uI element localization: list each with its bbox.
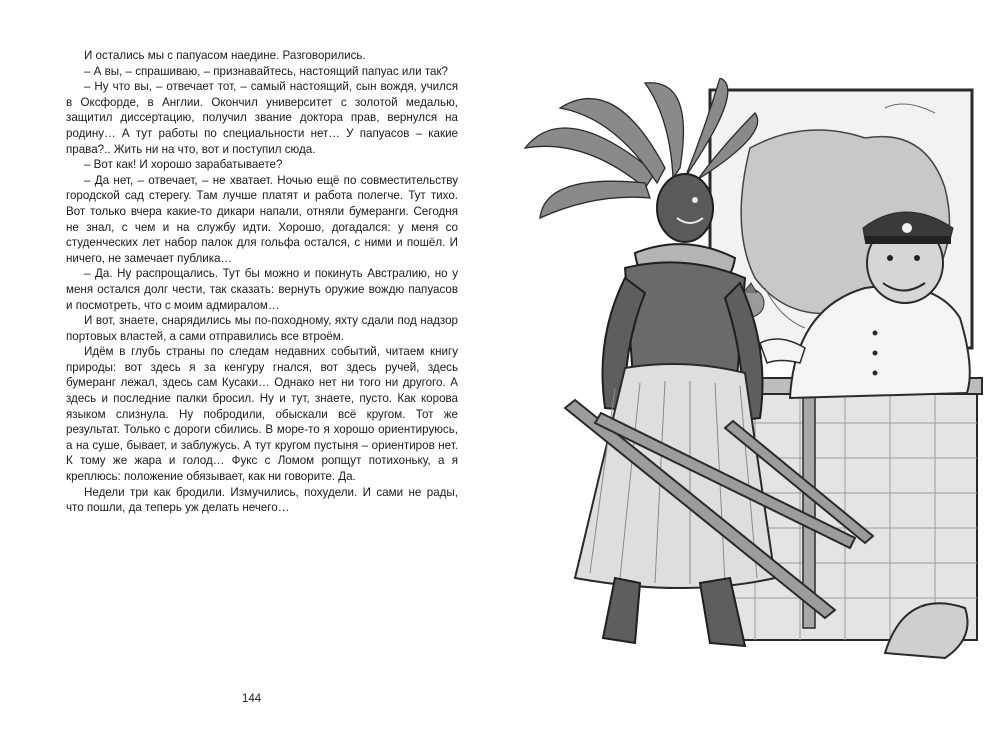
page-number: 144: [242, 693, 262, 705]
book-illustration: [505, 78, 985, 668]
paragraph: И вот, знаете, снарядились мы по-походному, яхту сдали под надзор портовых властей, а сами отправились все втроём.: [66, 314, 458, 343]
paragraph: – Ну что вы, – отвечает тот, – самый настоящий, сын вождя, учился в Оксфорде, в Англии. Окончил университет с золотой медалью, защитил диссертацию, получил звание доктора прав, вернулся на родину… А тут работы по специальности нет… У папуасов – какие права?.. Жить ни на что, вот и поступил сюда.: [66, 80, 458, 156]
paragraph: И остались мы с папуасом наедине. Разговорились.: [84, 49, 366, 62]
main-text-column: [66, 48, 458, 516]
paragraph: – Вот как! И хорошо зарабатываете?: [84, 158, 283, 172]
paragraph: Идём в глубь страны по следам недавних событий, читаем книгу природы: вот здесь я за кенгуру гнался, вот здесь ручей, здесь бумеранг лежал, здесь сам Кусаки… Однако нет ни того ни другого. А здесь и последние палки бросил. Ну и тут, знаете, пусто. Как корова языком слизнула. Ну побродили, обыскали всё кругом. Тот же результат. Только с дороги сбились. В море-то я хорошо ориентируюсь, а на суше, бывает, и заблужусь. А тут кругом пустыня – ориентиров нет. К тому же жара и голод… Фукс с Ломом ропщут потихоньку, а я креплюсь: положение обязывает, как ни говорите. Да.: [66, 345, 458, 484]
paragraph: – Да. Ну распрощались. Тут бы можно и покинуть Австралию, но у меня остался долг чести, так сказать: вернуть оружие вождю папуасов и посмотреть, что с моим адмиралом…: [66, 267, 458, 312]
paragraph: Недели три как бродили. Измучились, похудели. И сами не рады, что пошли, да теперь уж делать нечего…: [66, 485, 458, 515]
paragraph: – А вы, – спрашиваю, – признавайтесь, настоящий папуас или так?: [84, 64, 448, 78]
paragraph: – Да нет, – отвечает, – не хватает. Ночью ещё по совместительству городской сад стерегу. Там лучше платят и работа полегче. Тут тихо. Вот только вчера какие-то дикари напали, отняли бумеранги. Сегодня не знал, с чем и на службу идти. Хорошо, догадался: у меня со студенческих лет набор палок для гольфа остался, с ними и пошёл. И ничего, не замечает публика…: [66, 173, 458, 265]
